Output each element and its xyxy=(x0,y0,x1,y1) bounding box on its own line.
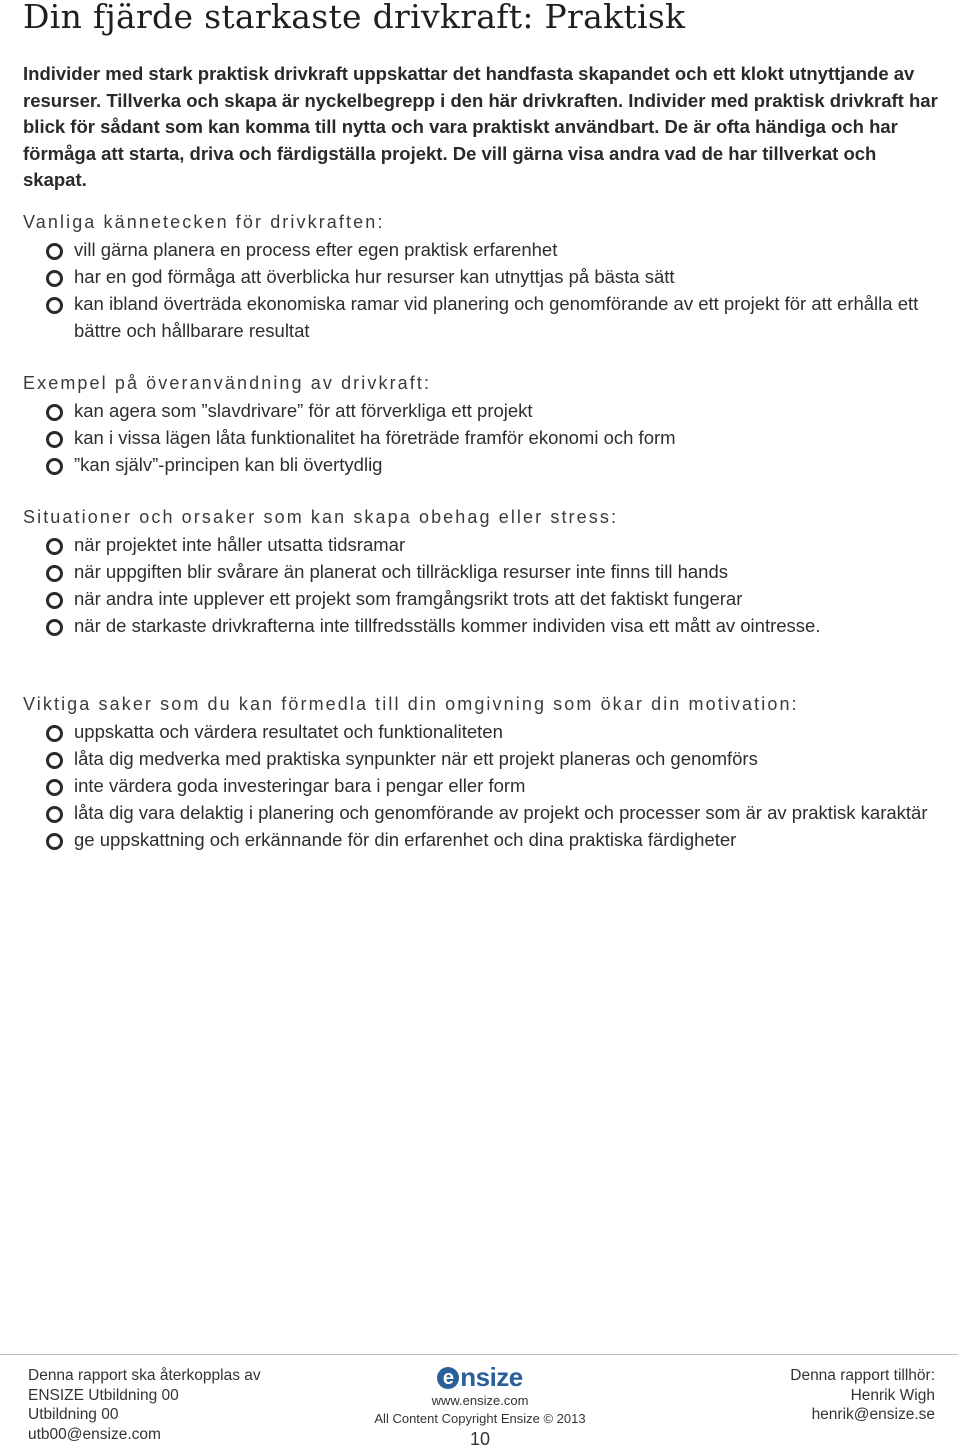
list-item: ”kan själv”-principen kan bli övertydlig xyxy=(23,451,943,478)
circle-bullet-icon xyxy=(46,752,63,769)
list-item: låta dig vara delaktig i planering och genomförande av projekt och processer som är av praktisk karaktär xyxy=(23,799,943,826)
footer-website: www.ensize.com xyxy=(431,1393,529,1408)
circle-bullet-icon xyxy=(46,431,63,448)
footer-owner-info xyxy=(790,1366,935,1425)
footer-left-line: utb00@ensize.com xyxy=(28,1425,161,1443)
list-item: inte värdera goda investeringar bara i pengar eller form xyxy=(23,772,943,799)
list-item: har en god förmåga att överblicka hur resurser kan utnyttjas på bästa sätt xyxy=(23,263,943,290)
section-heading: Vanliga kännetecken för drivkraften: xyxy=(23,212,385,232)
section-overuse xyxy=(23,370,943,478)
list-item: kan agera som ”slavdrivare” för att förverkliga ett projekt xyxy=(23,397,943,424)
footer-right-line: Denna rapport tillhör: xyxy=(790,1367,935,1384)
list-item: uppskatta och värdera resultatet och funktionaliteten xyxy=(23,718,943,745)
logo-e-icon: e xyxy=(437,1367,459,1389)
section-heading: Viktiga saker som du kan förmedla till din omgivning som ökar din motivation: xyxy=(23,694,799,714)
circle-bullet-icon xyxy=(46,592,63,609)
footer-copyright: All Content Copyright Ensize © 2013 xyxy=(374,1411,586,1426)
section-motivation xyxy=(23,691,943,853)
circle-bullet-icon xyxy=(46,565,63,582)
circle-bullet-icon xyxy=(46,779,63,796)
footer-divider xyxy=(0,1354,958,1355)
footer-left-line: Denna rapport ska återkopplas av xyxy=(28,1367,261,1384)
footer-right-line: henrik@ensize.se xyxy=(811,1406,935,1423)
bullet-list xyxy=(23,397,943,478)
list-item: när projektet inte håller utsatta tidsramar xyxy=(23,531,943,558)
list-item: när andra inte upplever ett projekt som framgångsrikt trots att det faktiskt fungerar xyxy=(23,585,943,612)
section-stress xyxy=(23,504,943,639)
list-item: kan ibland överträda ekonomiska ramar vid planering och genomförande av ett projekt för att erhålla ett bättre och hållbarare resultat xyxy=(23,290,943,344)
circle-bullet-icon xyxy=(46,619,63,636)
footer-brand xyxy=(340,1362,620,1450)
section-characteristics xyxy=(23,209,943,344)
list-item: kan i vissa lägen låta funktionalitet ha företräde framför ekonomi och form xyxy=(23,424,943,451)
circle-bullet-icon xyxy=(46,725,63,742)
bullet-list xyxy=(23,718,943,853)
section-heading: Situationer och orsaker som kan skapa obehag eller stress: xyxy=(23,507,619,527)
page-number: 10 xyxy=(469,1429,491,1449)
circle-bullet-icon xyxy=(46,404,63,421)
list-item: ge uppskattning och erkännande för din erfarenhet och dina praktiska färdigheter xyxy=(23,826,943,853)
footer-right-line: Henrik Wigh xyxy=(850,1386,935,1404)
section-heading: Exempel på överanvändning av drivkraft: xyxy=(23,373,432,393)
footer-reviewer-info xyxy=(28,1366,261,1444)
intro-paragraph: Individer med stark praktisk drivkraft uppskattar det handfasta skapandet och ett klokt utnyttjande av resurser. Tillverka och skapa är nyckelbegrepp i den här drivkraften. Individer med praktisk drivkraft har blick för sådant som kan komma till nytta och vara praktiskt användbart. De är ofta händiga och har förmåga att starta, driva och färdigställa projekt. De vill gärna visa andra vad de har tillverkat och skapat. xyxy=(23,63,938,190)
circle-bullet-icon xyxy=(46,243,63,260)
ensize-logo xyxy=(340,1362,620,1392)
bullet-list xyxy=(23,236,943,344)
page-title: Din fjärde starkaste drivkraft: Praktisk xyxy=(23,0,686,36)
list-item: när uppgiften blir svårare än planerat och tillräckliga resurser inte finns till hands xyxy=(23,558,943,585)
circle-bullet-icon xyxy=(46,538,63,555)
list-item: när de starkaste drivkrafterna inte tillfredsställs kommer individen visa ett mått av ointresse. xyxy=(23,612,943,639)
circle-bullet-icon xyxy=(46,806,63,823)
circle-bullet-icon xyxy=(46,833,63,850)
footer-left-line: Utbildning 00 xyxy=(28,1406,119,1423)
circle-bullet-icon xyxy=(46,270,63,287)
circle-bullet-icon xyxy=(46,297,63,314)
list-item: låta dig medverka med praktiska synpunkter när ett projekt planeras och genomförs xyxy=(23,745,943,772)
list-item: vill gärna planera en process efter egen praktisk erfarenhet xyxy=(23,236,943,263)
footer-left-line: ENSIZE Utbildning 00 xyxy=(28,1386,179,1404)
circle-bullet-icon xyxy=(46,458,63,475)
logo-text: nsize xyxy=(460,1362,523,1392)
bullet-list xyxy=(23,531,943,639)
